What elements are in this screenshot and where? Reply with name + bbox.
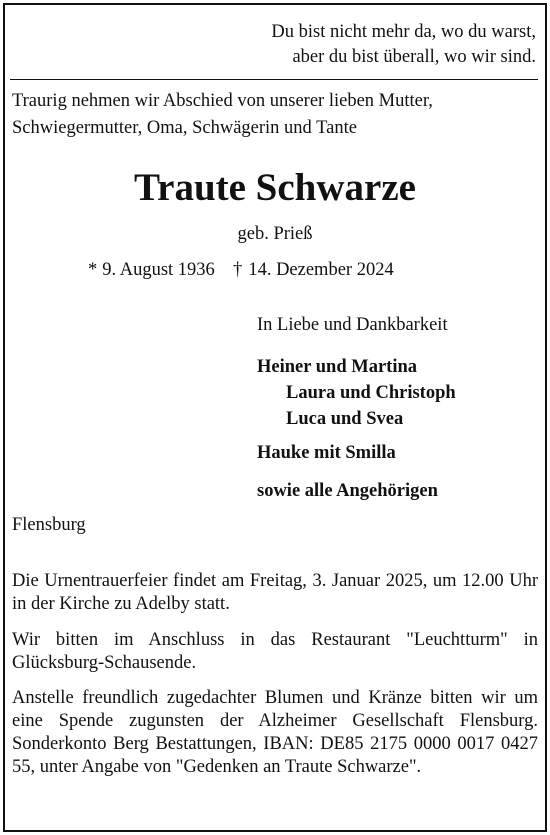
life-dates: [88, 257, 394, 283]
birth-symbol: *: [88, 260, 98, 280]
memorial-quote: [271, 20, 536, 70]
mourners-block: [257, 313, 456, 504]
mourner-group: [257, 354, 456, 432]
death-date: 14. Dezember 2024: [248, 260, 394, 280]
mourner-name: Hauke mit Smilla: [257, 443, 396, 463]
maiden-name: geb. Prieß: [237, 224, 313, 244]
place-name: Flensburg: [12, 515, 86, 535]
quote-line: Du bist nicht mehr da, wo du warst,: [271, 22, 536, 42]
birth-date: 9. August 1936: [102, 260, 215, 280]
mourner-name: Laura und Christoph: [286, 383, 456, 403]
reception-notice: Wir bitten im Anschluss in das Restaurant "Leuchtturm" in Glücksburg-Schausende.: [12, 630, 538, 673]
mourner-name: sowie alle Angehörigen: [257, 481, 438, 501]
deceased-name: Traute Schwarze: [134, 166, 416, 209]
donation-notice: Anstelle freundlich zugedachter Blumen und Kränze bitten wir um eine Spende zugunsten der Alzheimer Gesellschaft Flensburg. Sonderkonto Berg Bestattungen, IBAN: DE85 2175 0000 0017 0427 55, unter Angabe von "Gedenken an Traute Schwarze".: [12, 688, 538, 777]
birth-date-group: [88, 260, 215, 280]
mourners-intro: In Liebe und Dankbarkeit: [257, 315, 448, 335]
death-date-group: [233, 260, 394, 280]
quote-line: aber du bist überall, wo wir sind.: [292, 47, 536, 67]
death-symbol: †: [232, 259, 243, 280]
intro-text: Traurig nehmen wir Abschied von unserer lieben Mutter, Schwiegermutter, Oma, Schwägerin und Tante: [12, 91, 433, 138]
funeral-notice: Die Urnentrauerfeier findet am Freitag, 3. Januar 2025, um 12.00 Uhr in der Kirche zu Adelby statt.: [12, 571, 538, 614]
mourner-name: Luca und Svea: [286, 409, 404, 429]
mourner-name: Heiner und Martina: [257, 357, 417, 377]
divider-line: [10, 79, 538, 80]
